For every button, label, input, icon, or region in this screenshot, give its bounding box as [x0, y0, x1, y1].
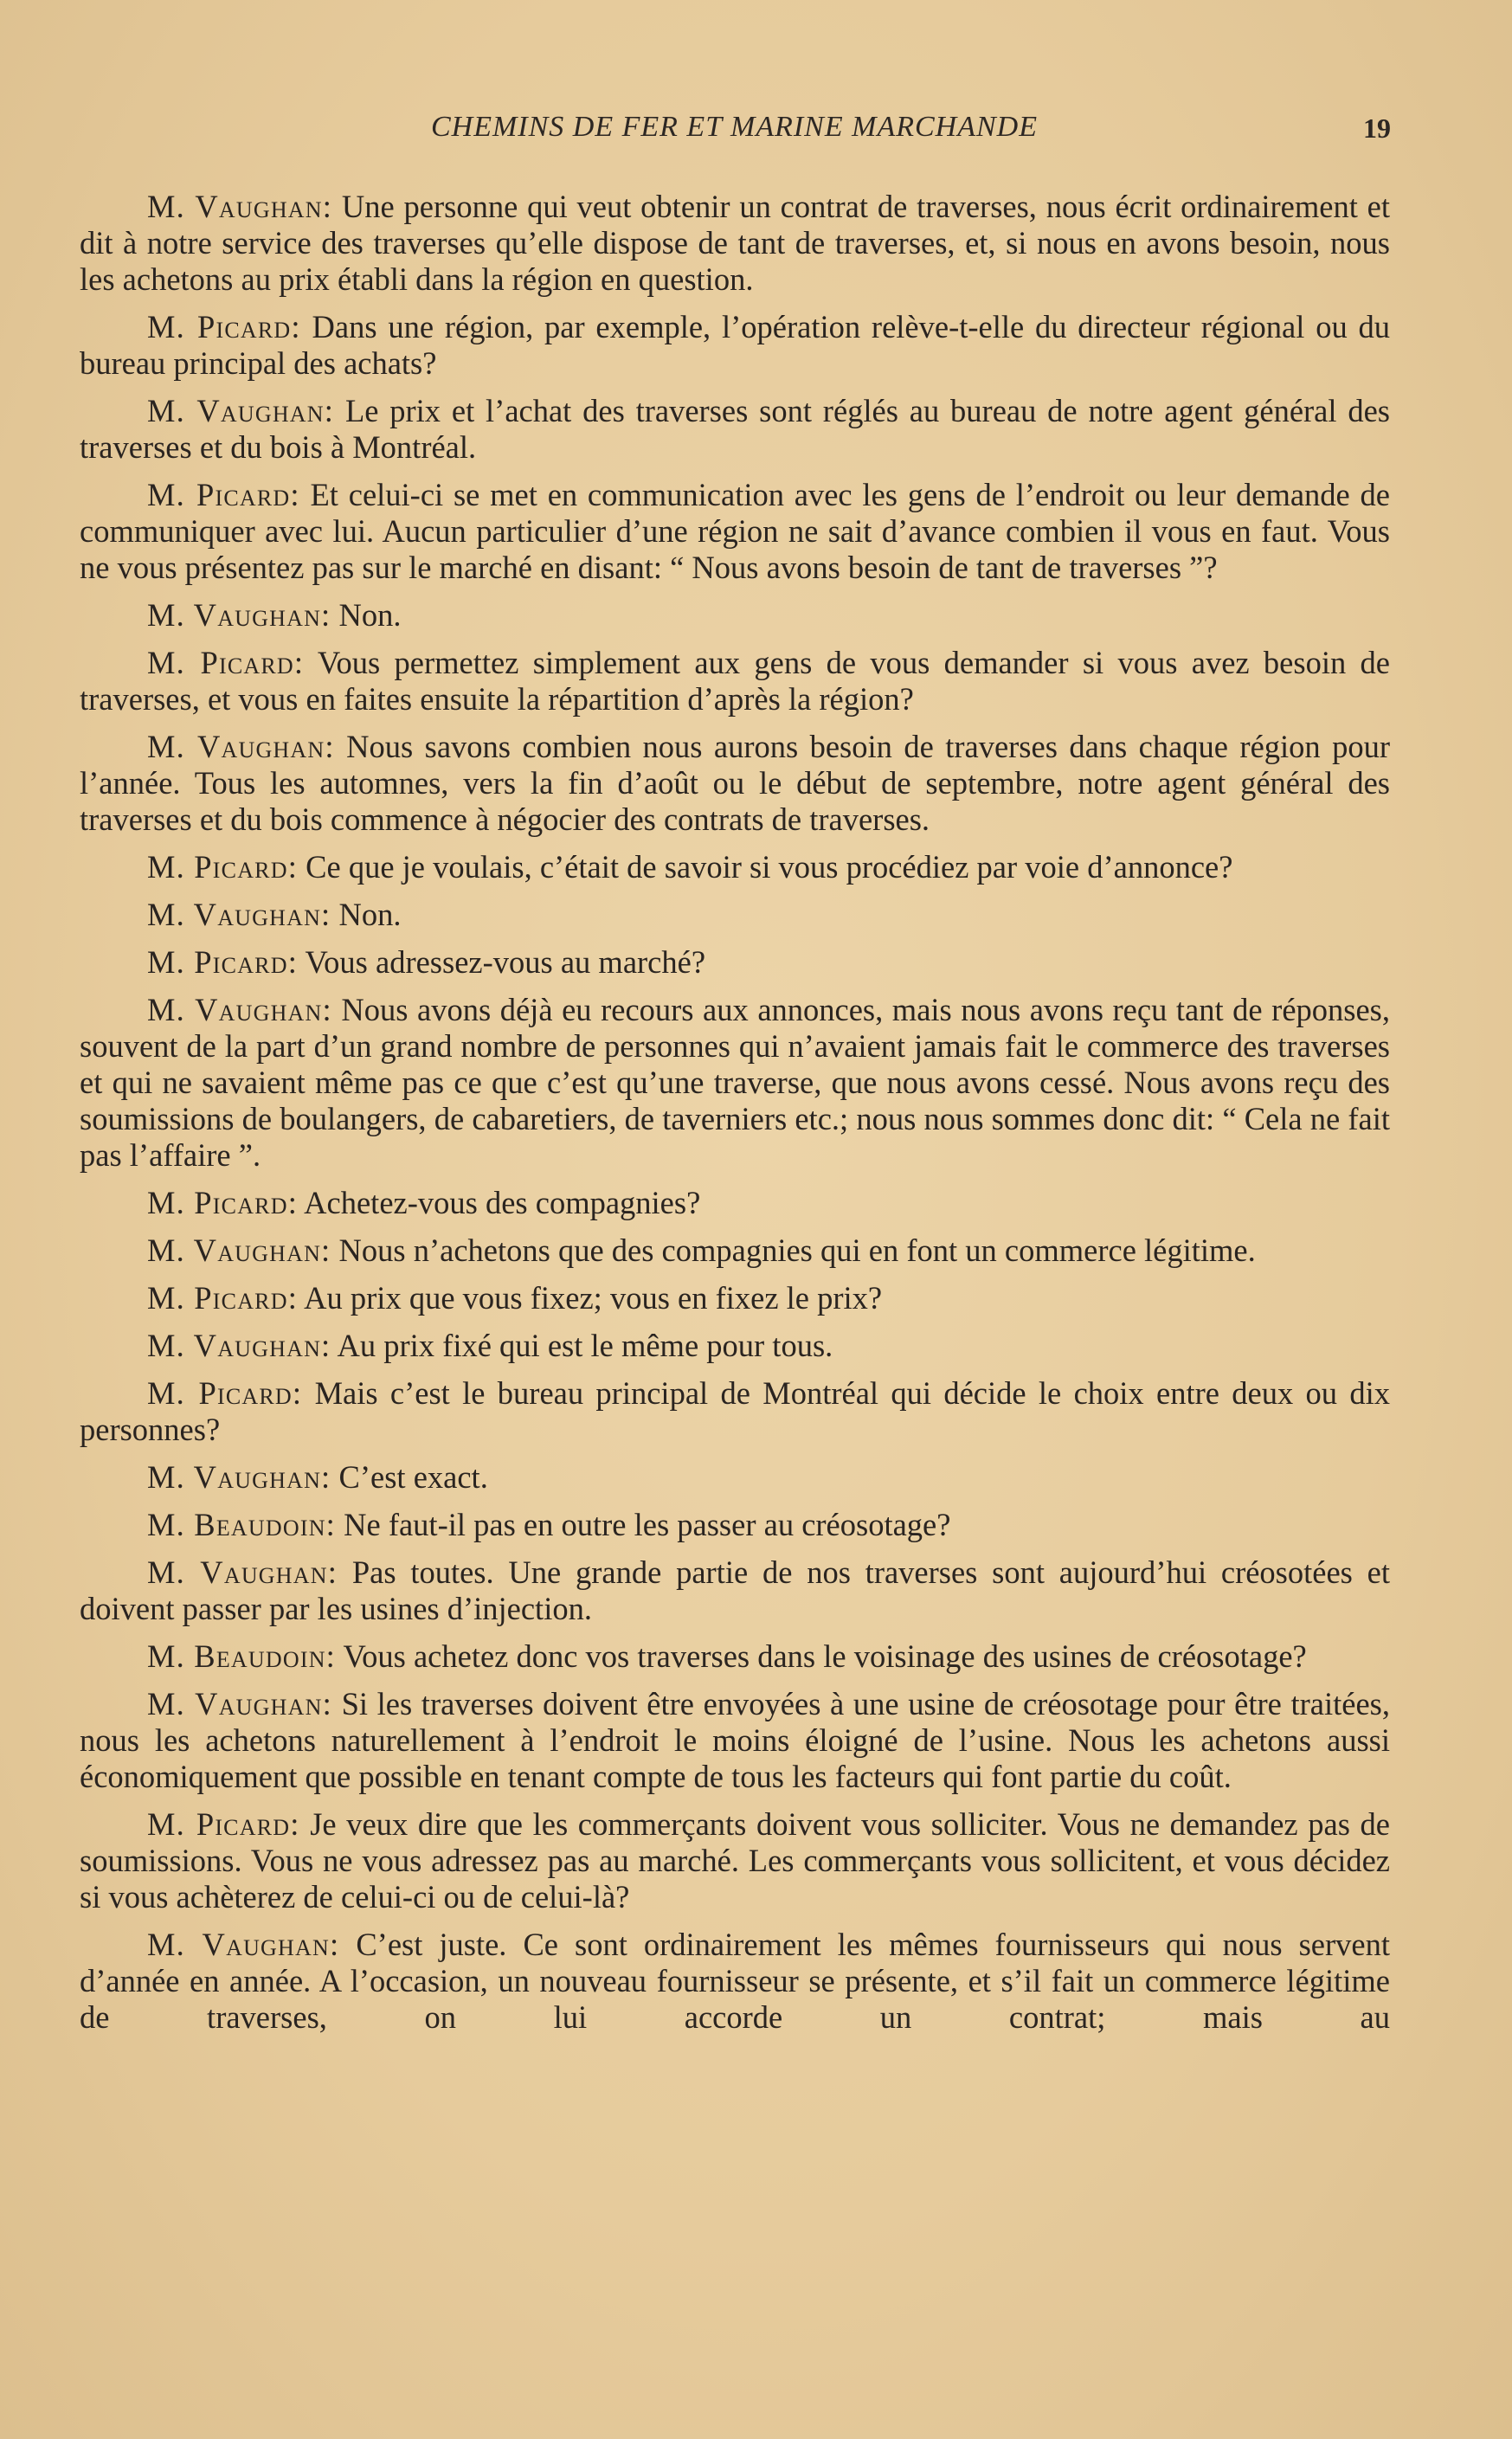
transcript-paragraph — [80, 1554, 1390, 1627]
transcript-paragraph — [80, 1375, 1390, 1448]
paragraph-text: Au prix fixé qui est le même pour tous. — [337, 1328, 833, 1363]
running-title: CHEMINS DE FER ET MARINE MARCHANDE — [430, 111, 1038, 143]
speaker-label: M. Vaughan: — [147, 1554, 338, 1590]
paragraph-text: Achetez-vous des compagnies? — [304, 1185, 701, 1220]
paragraph-text: Je veux dire que les commerçants doivent vous solliciter. Vous ne demandez pas de soumissions. Vous ne vous adressez pas au marché. Les commerçants vous sollicitent, et vous décidez si vous achèterez de celui-ci ou de celui-là? — [80, 1806, 1391, 1915]
transcript-paragraph — [80, 897, 1390, 933]
speaker-label: M. Vaughan: — [147, 1328, 331, 1363]
speaker-label: M. Picard: — [147, 1806, 300, 1842]
transcript-paragraph — [80, 1185, 1390, 1221]
paragraph-text: Vous permettez simplement aux gens de vous demander si vous avez besoin de traverses, et vous en faites ensuite la répartition d’après la région? — [80, 645, 1390, 717]
speaker-label: M. Picard: — [147, 849, 299, 885]
paragraph-text: Vous achetez donc vos traverses dans le voisinage des usines de créosotage? — [343, 1638, 1307, 1674]
paragraph-text: Nous savons combien nous aurons besoin de traverses dans chaque région pour l’année. Tous les automnes, vers la fin d’août ou le début de septembre, notre agent général des traverses et du bois commence à négocier des contrats de traverses. — [80, 729, 1390, 837]
paragraph-text: Si les traverses doivent être envoyées à une usine de créosotage pour être traitées, nous les achetons naturellement à l’endroit le moins éloigné de l’usine. Nous les achetons aussi économiquement que possible en tenant compte de tous les facteurs qui font partie du coût. — [80, 1686, 1391, 1794]
paragraph-text: Dans une région, par exemple, l’opération relève-t-elle du directeur régional ou du bureau principal des achats? — [80, 309, 1390, 381]
transcript-paragraph — [80, 1638, 1390, 1675]
transcript-paragraph — [80, 1459, 1390, 1496]
transcript-paragraph — [80, 597, 1390, 634]
transcript-body — [80, 189, 1390, 2047]
transcript-paragraph — [80, 1927, 1390, 2036]
transcript-paragraph — [80, 1806, 1390, 1915]
paragraph-text: Nous avons déjà eu recours aux annonces, mais nous avons reçu tant de réponses, souvent de la part d’un grand nombre de personnes qui n’avaient jamais fait le commerce des traverses et qui ne savaient même pas ce que c’est qu’une traverse, que nous avons cessé. Nous avons reçu des soumissions de boulangers, de cabaretiers, de taverniers etc.; nous nous sommes donc dit: “ Cela ne fait pas l’affaire ”. — [80, 992, 1391, 1173]
paragraph-text: Pas toutes. Une grande partie de nos traverses sont aujourd’hui créosotées et doivent passer par les usines d’injection. — [80, 1554, 1390, 1626]
paragraph-text: C’est exact. — [338, 1459, 488, 1495]
paragraph-text: C’est juste. Ce sont ordinairement les mêmes fournisseurs qui nous servent d’année en année. A l’occasion, un nouveau fournisseur se présente, et s’il fait un commerce légitime de traverses, on lui accorde un contrat; mais au — [80, 1927, 1390, 2035]
speaker-label: M. Picard: — [147, 944, 299, 980]
speaker-label: M. Vaughan: — [147, 189, 333, 224]
paragraph-text: Et celui-ci se met en communication avec les gens de l’endroit ou leur demande de communiquer avec lui. Aucun particulier d’une région ne sait d’avance combien il vous en faut. Vous ne vous présentez pas sur le marché en disant: “ Nous avons besoin de tant de traverses ”? — [80, 477, 1390, 585]
transcript-paragraph — [80, 992, 1390, 1174]
paragraph-text: Ne faut-il pas en outre les passer au créosotage? — [344, 1507, 951, 1542]
speaker-label: M. Vaughan: — [147, 597, 331, 633]
transcript-paragraph — [80, 1232, 1390, 1269]
transcript-paragraph — [80, 309, 1390, 382]
speaker-label: M. Picard: — [147, 477, 300, 512]
paragraph-text: Nous n’achetons que des compagnies qui en font un commerce légitime. — [338, 1232, 1256, 1268]
speaker-label: M. Beaudoin: — [147, 1638, 337, 1674]
transcript-paragraph — [80, 1686, 1390, 1795]
speaker-label: M. Vaughan: — [147, 992, 332, 1027]
speaker-label: M. Vaughan: — [147, 1459, 331, 1495]
page-number: 19 — [1363, 113, 1391, 144]
transcript-paragraph — [80, 1507, 1390, 1543]
transcript-paragraph — [80, 477, 1390, 586]
paragraph-text: Non. — [338, 597, 402, 633]
speaker-label: M. Picard: — [147, 645, 305, 680]
speaker-label: M. Picard: — [147, 1375, 303, 1411]
paragraph-text: Une personne qui veut obtenir un contrat de traverses, nous écrit ordinairement et dit à notre service des traverses qu’elle dispose de tant de traverses, et, si nous en avons besoin, nous les achetons au prix établi dans la région en question. — [80, 189, 1391, 297]
transcript-paragraph — [80, 189, 1390, 298]
speaker-label: M. Picard: — [147, 1185, 299, 1220]
paragraph-text: Ce que je voulais, c’était de savoir si vous procédiez par voie d’annonce? — [306, 849, 1233, 885]
running-header — [78, 111, 1391, 154]
speaker-label: M. Picard: — [147, 309, 301, 344]
transcript-paragraph — [80, 1328, 1390, 1364]
transcript-paragraph — [80, 729, 1390, 838]
speaker-label: M. Vaughan: — [147, 729, 335, 764]
speaker-label: M. Vaughan: — [147, 393, 335, 428]
speaker-label: M. Picard: — [147, 1280, 299, 1316]
transcript-paragraph — [80, 393, 1390, 466]
transcript-paragraph — [80, 645, 1390, 718]
paragraph-text: Au prix que vous fixez; vous en fixez le prix? — [304, 1280, 883, 1316]
speaker-label: M. Vaughan: — [147, 1232, 331, 1268]
speaker-label: M. Vaughan: — [147, 897, 331, 932]
speaker-label: M. Vaughan: — [147, 1686, 332, 1721]
paragraph-text: Le prix et l’achat des traverses sont réglés au bureau de notre agent général des traverses et du bois à Montréal. — [80, 393, 1391, 465]
paragraph-text: Mais c’est le bureau principal de Montréal qui décide le choix entre deux ou dix personnes? — [80, 1375, 1391, 1447]
paragraph-text: Vous adressez-vous au marché? — [305, 944, 706, 980]
paragraph-text: Non. — [338, 897, 402, 932]
transcript-paragraph — [80, 944, 1390, 981]
transcript-paragraph — [80, 849, 1390, 885]
speaker-label: M. Beaudoin: — [147, 1507, 337, 1542]
speaker-label: M. Vaughan: — [147, 1927, 340, 1962]
transcript-paragraph — [80, 1280, 1390, 1316]
